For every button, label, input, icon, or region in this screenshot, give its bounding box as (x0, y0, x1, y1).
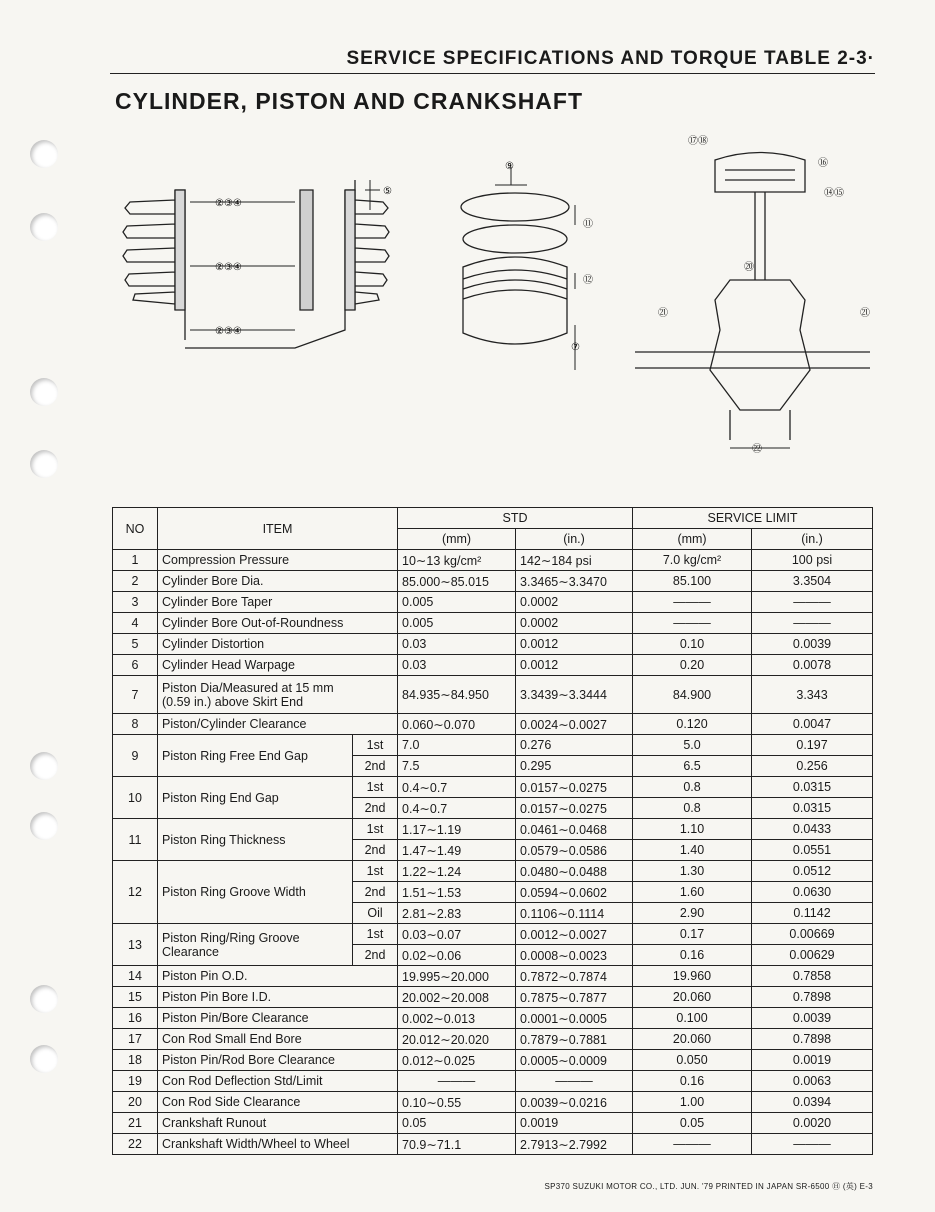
crank-label-16: ⑯ (818, 158, 828, 169)
row-sl-in: 0.0063 (752, 1071, 873, 1092)
table-row (113, 966, 873, 987)
row-std-mm: 85.000∼85.015 (398, 571, 516, 592)
row-item: Crankshaft Runout (158, 1113, 398, 1134)
row-std-in: 0.0002 (516, 613, 633, 634)
row-std-mm: 20.012∼20.020 (398, 1029, 516, 1050)
row-sl-mm: 0.8 (633, 777, 752, 798)
row-sub: 2nd (353, 882, 398, 903)
row-no: 9 (113, 735, 158, 777)
table-row (113, 550, 873, 571)
header-sl-in: (in.) (752, 529, 873, 550)
row-sl-in: 0.0315 (752, 798, 873, 819)
row-sl-mm: 1.00 (633, 1092, 752, 1113)
row-std-mm: 20.002∼20.008 (398, 987, 516, 1008)
row-sl-in: ——— (752, 592, 873, 613)
row-sl-in: 100 psi (752, 550, 873, 571)
row-sl-mm: 0.8 (633, 798, 752, 819)
row-std-mm: 0.02∼0.06 (398, 945, 516, 966)
table-row (113, 1134, 873, 1155)
row-sl-in: ——— (752, 613, 873, 634)
crank-label-17-18: ⑰⑱ (688, 136, 708, 147)
table-row (113, 1113, 873, 1134)
row-sl-mm: 19.960 (633, 966, 752, 987)
row-std-mm: 1.22∼1.24 (398, 861, 516, 882)
row-sub: 2nd (353, 945, 398, 966)
cylinder-label-distortion: ⑤ (383, 186, 392, 197)
binder-hole (30, 812, 58, 840)
section-title: CYLINDER, PISTON AND CRANKSHAFT (115, 88, 584, 114)
row-sl-in: 0.00629 (752, 945, 873, 966)
row-std-in: 0.0019 (516, 1113, 633, 1134)
row-item: Cylinder Distortion (158, 634, 398, 655)
row-item: Cylinder Bore Dia. (158, 571, 398, 592)
row-std-mm: 0.05 (398, 1113, 516, 1134)
row-no: 8 (113, 714, 158, 735)
row-sl-mm: 2.90 (633, 903, 752, 924)
row-std-mm: 0.005 (398, 613, 516, 634)
row-std-in: 0.1106∼0.1114 (516, 903, 633, 924)
row-sl-in: 0.197 (752, 735, 873, 756)
row-std-in: 2.7913∼2.7992 (516, 1134, 633, 1155)
row-std-mm: 0.10∼0.55 (398, 1092, 516, 1113)
row-std-in: 0.0480∼0.0488 (516, 861, 633, 882)
cylinder-label-bottom: ②③④ (215, 326, 242, 337)
row-std-mm: 7.0 (398, 735, 516, 756)
row-sl-mm: 1.30 (633, 861, 752, 882)
cylinder-label-mid: ②③④ (215, 262, 242, 273)
binder-hole (30, 450, 58, 478)
row-sl-in: 0.7898 (752, 987, 873, 1008)
row-std-mm: 10∼13 kg/cm² (398, 550, 516, 571)
row-sl-mm: 1.60 (633, 882, 752, 903)
row-sl-mm: 1.10 (633, 819, 752, 840)
row-std-mm: 1.47∼1.49 (398, 840, 516, 861)
row-sl-in: 0.256 (752, 756, 873, 777)
row-sl-mm: 20.060 (633, 987, 752, 1008)
table-row (113, 987, 873, 1008)
row-sl-mm: 85.100 (633, 571, 752, 592)
crank-label-14-15: ⑭⑮ (824, 188, 844, 199)
table-row (113, 1050, 873, 1071)
row-sub: 1st (353, 777, 398, 798)
binder-hole (30, 752, 58, 780)
row-item: Cylinder Bore Out-of-Roundness (158, 613, 398, 634)
row-sl-mm: ——— (633, 613, 752, 634)
row-std-in: 0.0001∼0.0005 (516, 1008, 633, 1029)
row-std-mm: ——— (398, 1071, 516, 1092)
row-item: Piston Ring Free End Gap (158, 735, 353, 777)
row-item: Piston Ring Thickness (158, 819, 353, 861)
row-no: 6 (113, 655, 158, 676)
row-sl-in: 3.343 (752, 676, 873, 714)
table-row (113, 1029, 873, 1050)
row-std-in: 0.0157∼0.0275 (516, 777, 633, 798)
table-row (113, 592, 873, 613)
table-row (113, 1071, 873, 1092)
table-row (113, 1092, 873, 1113)
crank-label-20: ⑳ (744, 262, 754, 273)
table-row (113, 1008, 873, 1029)
row-sl-in: 0.0551 (752, 840, 873, 861)
row-item: Cylinder Bore Taper (158, 592, 398, 613)
table-row (113, 819, 873, 840)
binder-hole (30, 140, 58, 168)
row-sub: 2nd (353, 798, 398, 819)
row-sl-in: 0.0433 (752, 819, 873, 840)
row-std-mm: 70.9∼71.1 (398, 1134, 516, 1155)
row-no: 16 (113, 1008, 158, 1029)
row-sl-in: 0.0020 (752, 1113, 873, 1134)
row-std-in: 0.0461∼0.0468 (516, 819, 633, 840)
row-item: Cylinder Head Warpage (158, 655, 398, 676)
crank-label-21-left: ㉑ (658, 308, 668, 319)
footer-print-line: SP370 SUZUKI MOTOR CO., LTD. JUN. '79 PRINTED IN JAPAN SR-6500 Ⓗ (英) E-3 (544, 1182, 873, 1191)
row-no: 2 (113, 571, 158, 592)
row-item: Con Rod Deflection Std/Limit (158, 1071, 398, 1092)
row-sl-mm: 0.10 (633, 634, 752, 655)
row-no: 19 (113, 1071, 158, 1092)
row-std-in: 0.7875∼0.7877 (516, 987, 633, 1008)
row-item: Crankshaft Width/Wheel to Wheel (158, 1134, 398, 1155)
row-std-mm: 0.03 (398, 655, 516, 676)
row-no: 4 (113, 613, 158, 634)
row-item (158, 924, 353, 966)
row-no: 12 (113, 861, 158, 924)
row-std-mm: 2.81∼2.83 (398, 903, 516, 924)
row-sub: Oil (353, 903, 398, 924)
header-item: ITEM (158, 508, 398, 550)
row-no: 1 (113, 550, 158, 571)
row-std-mm: 0.012∼0.025 (398, 1050, 516, 1071)
row-sl-in: 0.0394 (752, 1092, 873, 1113)
row-std-in: 0.0579∼0.0586 (516, 840, 633, 861)
row-sub: 1st (353, 924, 398, 945)
table-row (113, 735, 873, 756)
header-service-limit: SERVICE LIMIT (633, 508, 873, 529)
row-sl-mm: 0.100 (633, 1008, 752, 1029)
row-sl-in: 0.0630 (752, 882, 873, 903)
row-sl-in: 0.0315 (752, 777, 873, 798)
row-sub: 2nd (353, 840, 398, 861)
row-sl-in: 0.0039 (752, 1008, 873, 1029)
row-std-mm: 0.002∼0.013 (398, 1008, 516, 1029)
row-item: Piston Pin O.D. (158, 966, 398, 987)
row-sl-mm: 0.050 (633, 1050, 752, 1071)
row-no: 7 (113, 676, 158, 714)
row-sl-in: 0.7858 (752, 966, 873, 987)
table-row (113, 676, 873, 714)
row-sl-mm: 0.16 (633, 1071, 752, 1092)
row-std-in: 0.0002 (516, 592, 633, 613)
row-std-in: 0.7879∼0.7881 (516, 1029, 633, 1050)
piston-label-ring-gap: ⑨ (505, 161, 514, 172)
row-sl-mm: 84.900 (633, 676, 752, 714)
row-sl-mm: 5.0 (633, 735, 752, 756)
header-std-in: (in.) (516, 529, 633, 550)
row-std-mm: 1.17∼1.19 (398, 819, 516, 840)
row-no: 5 (113, 634, 158, 655)
cylinder-diagram (115, 180, 405, 360)
header-no: NO (113, 508, 158, 550)
row-no: 18 (113, 1050, 158, 1071)
piston-label-ring-2: ⑫ (583, 275, 593, 286)
row-sl-mm: 0.16 (633, 945, 752, 966)
table-row (113, 861, 873, 882)
row-sl-mm: 0.17 (633, 924, 752, 945)
crank-label-22: ㉒ (752, 444, 762, 455)
row-std-mm: 7.5 (398, 756, 516, 777)
row-sl-mm: ——— (633, 1134, 752, 1155)
row-no: 15 (113, 987, 158, 1008)
row-sub: 1st (353, 735, 398, 756)
row-item-line1: Piston Ring/Ring Groove (162, 930, 300, 945)
row-std-in: 0.0012 (516, 655, 633, 676)
row-item: Piston/Cylinder Clearance (158, 714, 398, 735)
row-std-in: 0.0157∼0.0275 (516, 798, 633, 819)
row-no: 17 (113, 1029, 158, 1050)
table-row (113, 777, 873, 798)
header-sl-mm: (mm) (633, 529, 752, 550)
row-sl-mm: 6.5 (633, 756, 752, 777)
row-sl-in: 0.00669 (752, 924, 873, 945)
table-row (113, 924, 873, 945)
row-no: 21 (113, 1113, 158, 1134)
row-item: Compression Pressure (158, 550, 398, 571)
row-std-in: 3.3465∼3.3470 (516, 571, 633, 592)
row-sl-mm: 1.40 (633, 840, 752, 861)
spec-table (112, 507, 873, 1155)
binder-hole (30, 985, 58, 1013)
row-std-mm: 1.51∼1.53 (398, 882, 516, 903)
table-row (113, 655, 873, 676)
row-item-line2: (0.59 in.) above Skirt End (162, 694, 304, 709)
row-std-in: 0.7872∼0.7874 (516, 966, 633, 987)
row-no: 22 (113, 1134, 158, 1155)
row-std-in: 0.0012 (516, 634, 633, 655)
row-sub: 1st (353, 819, 398, 840)
row-std-in: ——— (516, 1071, 633, 1092)
table-row (113, 571, 873, 592)
row-sl-in: 0.7898 (752, 1029, 873, 1050)
row-sub: 2nd (353, 756, 398, 777)
row-std-in: 0.276 (516, 735, 633, 756)
row-std-mm: 0.03 (398, 634, 516, 655)
row-sl-in: 0.0047 (752, 714, 873, 735)
row-std-in: 142∼184 psi (516, 550, 633, 571)
row-item-line2: Clearance (162, 944, 219, 959)
row-sl-in: 0.1142 (752, 903, 873, 924)
row-sl-mm: 20.060 (633, 1029, 752, 1050)
row-item: Con Rod Small End Bore (158, 1029, 398, 1050)
row-item: Piston Pin Bore I.D. (158, 987, 398, 1008)
row-item: Con Rod Side Clearance (158, 1092, 398, 1113)
table-row (113, 634, 873, 655)
binder-hole (30, 378, 58, 406)
header-std: STD (398, 508, 633, 529)
row-item: Piston Ring Groove Width (158, 861, 353, 924)
row-sl-mm: 0.05 (633, 1113, 752, 1134)
row-no: 14 (113, 966, 158, 987)
row-no: 13 (113, 924, 158, 966)
crankshaft-diagram (630, 130, 885, 460)
table-row (113, 613, 873, 634)
row-no: 10 (113, 777, 158, 819)
row-sl-in: 0.0039 (752, 634, 873, 655)
piston-label-dia: ⑦ (571, 342, 580, 353)
row-std-in: 3.3439∼3.3444 (516, 676, 633, 714)
binder-hole (30, 213, 58, 241)
piston-label-ring-1: ⑪ (583, 219, 593, 230)
row-item: Piston Pin/Rod Bore Clearance (158, 1050, 398, 1071)
row-no: 3 (113, 592, 158, 613)
crank-label-21-right: ㉑ (860, 308, 870, 319)
row-sl-in: 0.0512 (752, 861, 873, 882)
row-sl-in: ——— (752, 1134, 873, 1155)
row-sub: 1st (353, 861, 398, 882)
page-header-title: SERVICE SPECIFICATIONS AND TORQUE TABLE 2-3· (346, 48, 875, 69)
row-sl-mm: 7.0 kg/cm² (633, 550, 752, 571)
piston-diagram (455, 155, 605, 375)
row-std-in: 0.0005∼0.0009 (516, 1050, 633, 1071)
row-std-mm: 0.03∼0.07 (398, 924, 516, 945)
row-std-in: 0.0024∼0.0027 (516, 714, 633, 735)
row-std-in: 0.0594∼0.0602 (516, 882, 633, 903)
row-sl-mm: 0.20 (633, 655, 752, 676)
row-sl-mm: ——— (633, 592, 752, 613)
row-std-in: 0.0039∼0.0216 (516, 1092, 633, 1113)
row-std-mm: 0.4∼0.7 (398, 777, 516, 798)
row-sl-in: 3.3504 (752, 571, 873, 592)
row-item: Piston Ring End Gap (158, 777, 353, 819)
header-rule (110, 73, 875, 74)
row-item-line1: Piston Dia/Measured at 15 mm (162, 680, 334, 695)
cylinder-label-top: ②③④ (215, 198, 242, 209)
binder-hole (30, 1045, 58, 1073)
row-sl-in: 0.0019 (752, 1050, 873, 1071)
row-std-in: 0.0012∼0.0027 (516, 924, 633, 945)
header-std-mm: (mm) (398, 529, 516, 550)
row-std-in: 0.0008∼0.0023 (516, 945, 633, 966)
row-item (158, 676, 398, 714)
row-item: Piston Pin/Bore Clearance (158, 1008, 398, 1029)
row-no: 11 (113, 819, 158, 861)
row-no: 20 (113, 1092, 158, 1113)
row-std-mm: 0.4∼0.7 (398, 798, 516, 819)
row-std-mm: 19.995∼20.000 (398, 966, 516, 987)
row-sl-in: 0.0078 (752, 655, 873, 676)
row-std-mm: 84.935∼84.950 (398, 676, 516, 714)
table-row (113, 714, 873, 735)
row-sl-mm: 0.120 (633, 714, 752, 735)
row-std-mm: 0.060∼0.070 (398, 714, 516, 735)
row-std-mm: 0.005 (398, 592, 516, 613)
row-std-in: 0.295 (516, 756, 633, 777)
